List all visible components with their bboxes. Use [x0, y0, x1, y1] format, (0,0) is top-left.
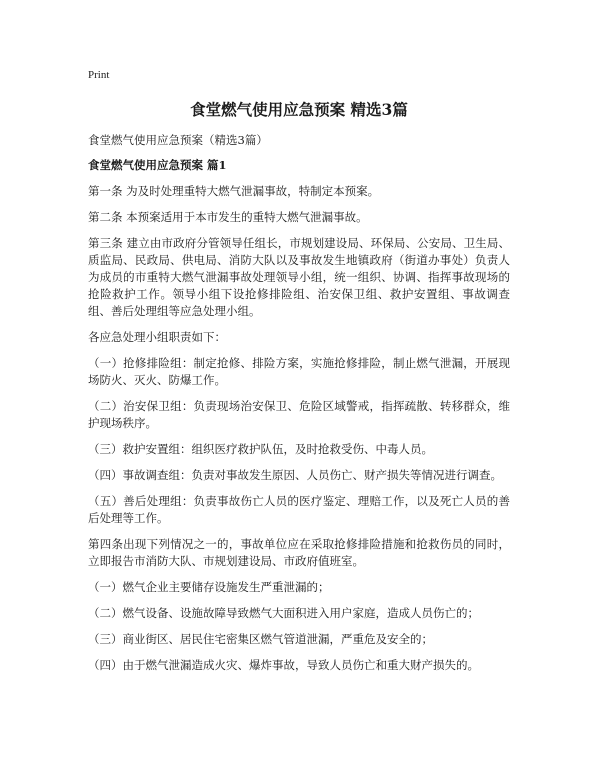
paragraph-duty-1: （一）抢修排险组：制定抢修、排险方案，实施抢修排险，制止燃气泄漏，开展现场防火、灭火、防爆工作。	[88, 356, 510, 387]
paragraph-article-4: 第四条出现下列情况之一的，事故单位应在采取抢修排险措施和抢救伤员的同时，立即报告市消防大队、市规划建设局、市政府值班室。	[88, 537, 510, 568]
document-subtitle: 食堂燃气使用应急预案（精选3篇）	[88, 133, 268, 147]
paragraph-article-3: 第三条 建立由市政府分管领导任组长，市规划建设局、环保局、公安局、卫生局、质监局、民政局、供电局、消防大队以及事故发生地镇政府（街道办事处）负责人为成员的市重特大燃气泄漏事故处理领导小组，统一组织、协调、指挥事故现场的抢险救护工作。领导小组下设抢修排险组、治安保卫组、救护安置组、事故调查组、善后处理组等应急处理小组。	[88, 236, 510, 318]
paragraph-article-1: 第一条 为及时处理重特大燃气泄漏事故，特制定本预案。	[88, 184, 380, 198]
paragraph-case-1: （一）燃气企业主要储存设施发生严重泄漏的；	[88, 580, 330, 594]
paragraph-duty-4: （四）事故调查组：负责对事故发生原因、人员伤亡、财产损失等情况进行调查。	[88, 468, 502, 482]
document-title: 食堂燃气使用应急预案 精选3篇	[190, 100, 408, 119]
paragraph-case-4: （四）由于燃气泄漏造成火灾、爆炸事故，导致人员伤亡和重大财产损失的。	[88, 658, 479, 672]
paragraph-duty-2: （二）治安保卫组：负责现场治安保卫、危险区域警戒，指挥疏散、转移群众，维护现场秩序。	[88, 399, 510, 430]
paragraph-duty-5: （五）善后处理组：负责事故伤亡人员的医疗鉴定、理赔工作，以及死亡人员的善后处理等工作。	[88, 494, 510, 525]
paragraph-duty-3: （三）救护安置组：组织医疗救护队伍，及时抢救受伤、中毒人员。	[88, 442, 433, 456]
paragraph-duties-intro: 各应急处理小组职责如下：	[88, 330, 226, 344]
paragraph-case-2: （二）燃气设备、设施故障导致燃气大面积进入用户家庭，造成人员伤亡的；	[88, 606, 479, 620]
paragraph-case-3: （三）商业街区、居民住宅密集区燃气管道泄漏，严重危及安全的；	[88, 632, 433, 646]
section-heading: 食堂燃气使用应急预案 篇1	[88, 158, 227, 172]
paragraph-article-2: 第二条 本预案适用于本市发生的重特大燃气泄漏事故。	[88, 210, 368, 224]
print-label: Print	[88, 69, 110, 81]
